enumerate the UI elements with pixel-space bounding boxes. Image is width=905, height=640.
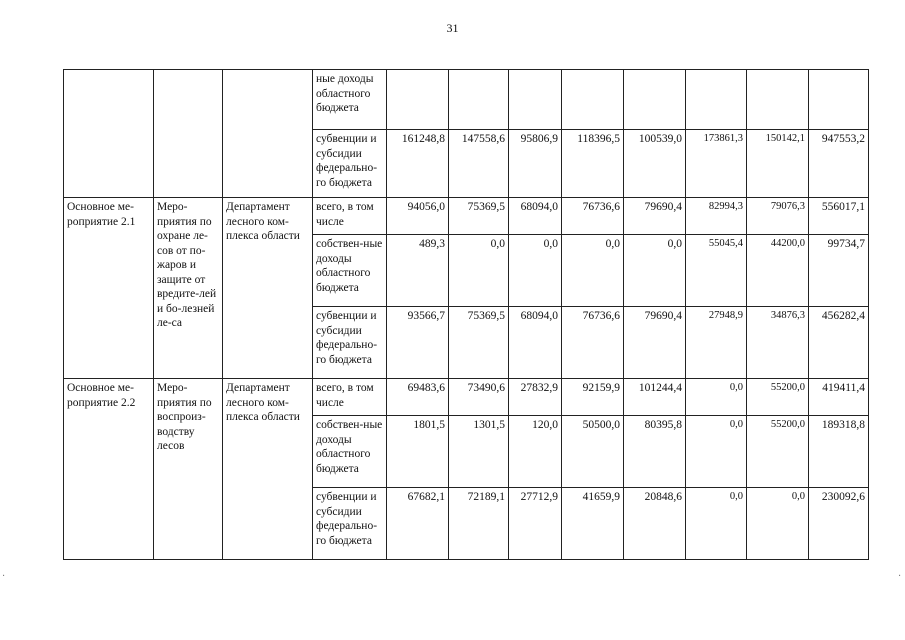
amount-cell: 50500,0 (562, 416, 624, 488)
amount-cell (562, 70, 624, 130)
amount-cell: 55200,0 (747, 416, 809, 488)
amount-cell: 0,0 (747, 488, 809, 560)
amount-cell: 20848,6 (624, 488, 686, 560)
amount-cell: 80395,8 (624, 416, 686, 488)
amount-cell: 556017,1 (809, 198, 869, 235)
amount-cell: 94056,0 (387, 198, 449, 235)
amount-cell: 0,0 (686, 488, 747, 560)
table-row (64, 198, 869, 235)
amount-cell: 79076,3 (747, 198, 809, 235)
amount-cell: 150142,1 (747, 130, 809, 198)
amount-cell (747, 70, 809, 130)
amount-cell: 99734,7 (809, 235, 869, 307)
amount-cell: 0,0 (686, 416, 747, 488)
amount-cell (509, 70, 562, 130)
amount-cell: 0,0 (562, 235, 624, 307)
amount-cell: 1801,5 (387, 416, 449, 488)
amount-cell: 27832,9 (509, 379, 562, 416)
amount-cell: 41659,9 (562, 488, 624, 560)
measure-cell (154, 70, 223, 198)
amount-cell: 55045,4 (686, 235, 747, 307)
amount-cell: 0,0 (509, 235, 562, 307)
amount-cell: 27712,9 (509, 488, 562, 560)
executor-cell: Департамент лесного ком-плекса области (223, 379, 313, 560)
amount-cell: 79690,4 (624, 198, 686, 235)
funding-source-cell: всего, в том числе (313, 379, 387, 416)
amount-cell: 0,0 (624, 235, 686, 307)
amount-cell: 118396,5 (562, 130, 624, 198)
amount-cell: 76736,6 (562, 307, 624, 379)
amount-cell (449, 70, 509, 130)
amount-cell: 68094,0 (509, 198, 562, 235)
table-row (64, 70, 869, 130)
amount-cell: 947553,2 (809, 130, 869, 198)
amount-cell: 419411,4 (809, 379, 869, 416)
amount-cell: 101244,4 (624, 379, 686, 416)
program-name-cell (64, 70, 154, 198)
amount-cell: 230092,6 (809, 488, 869, 560)
amount-cell: 73490,6 (449, 379, 509, 416)
measure-cell: Меро-приятия по охране ле-сов от по-жаров и защите от вредите-лей и бо-лезней ле-са (154, 198, 223, 379)
amount-cell: 0,0 (449, 235, 509, 307)
amount-cell: 75369,5 (449, 307, 509, 379)
amount-cell: 189318,8 (809, 416, 869, 488)
amount-cell: 68094,0 (509, 307, 562, 379)
amount-cell: 55200,0 (747, 379, 809, 416)
amount-cell: 173861,3 (686, 130, 747, 198)
funding-source-cell: субвенции и субсидии федерально-го бюджета (313, 488, 387, 560)
amount-cell (624, 70, 686, 130)
amount-cell: 27948,9 (686, 307, 747, 379)
measure-cell: Меро-приятия по воспроиз-водству лесов (154, 379, 223, 560)
amount-cell: 69483,6 (387, 379, 449, 416)
program-name-cell: Основное ме-роприятие 2.1 (64, 198, 154, 379)
program-name-cell: Основное ме-роприятие 2.2 (64, 379, 154, 560)
amount-cell: 44200,0 (747, 235, 809, 307)
page-number: 31 (446, 21, 459, 35)
amount-cell (387, 70, 449, 130)
amount-cell: 79690,4 (624, 307, 686, 379)
funding-source-cell: субвенции и субсидии федерально-го бюджета (313, 307, 387, 379)
margin-mark-left: . (2, 568, 6, 579)
amount-cell: 489,3 (387, 235, 449, 307)
amount-cell: 67682,1 (387, 488, 449, 560)
amount-cell: 100539,0 (624, 130, 686, 198)
margin-mark-right: . (898, 568, 902, 579)
amount-cell: 93566,7 (387, 307, 449, 379)
funding-source-cell: собствен-ные доходы областного бюджета (313, 235, 387, 307)
amount-cell: 456282,4 (809, 307, 869, 379)
executor-cell: Департамент лесного ком-плекса области (223, 198, 313, 379)
amount-cell: 92159,9 (562, 379, 624, 416)
amount-cell: 95806,9 (509, 130, 562, 198)
amount-cell: 1301,5 (449, 416, 509, 488)
amount-cell: 120,0 (509, 416, 562, 488)
amount-cell: 34876,3 (747, 307, 809, 379)
amount-cell (809, 70, 869, 130)
amount-cell: 76736,6 (562, 198, 624, 235)
amount-cell: 82994,3 (686, 198, 747, 235)
table-row (64, 379, 869, 416)
funding-source-cell: ные доходы областного бюджета (313, 70, 387, 130)
amount-cell: 72189,1 (449, 488, 509, 560)
amount-cell: 75369,5 (449, 198, 509, 235)
funding-source-cell: субвенции и субсидии федерально-го бюджета (313, 130, 387, 198)
funding-source-cell: всего, в том числе (313, 198, 387, 235)
funding-table (63, 69, 869, 560)
amount-cell: 147558,6 (449, 130, 509, 198)
amount-cell: 161248,8 (387, 130, 449, 198)
amount-cell (686, 70, 747, 130)
executor-cell (223, 70, 313, 198)
amount-cell: 0,0 (686, 379, 747, 416)
funding-source-cell: собствен-ные доходы областного бюджета (313, 416, 387, 488)
